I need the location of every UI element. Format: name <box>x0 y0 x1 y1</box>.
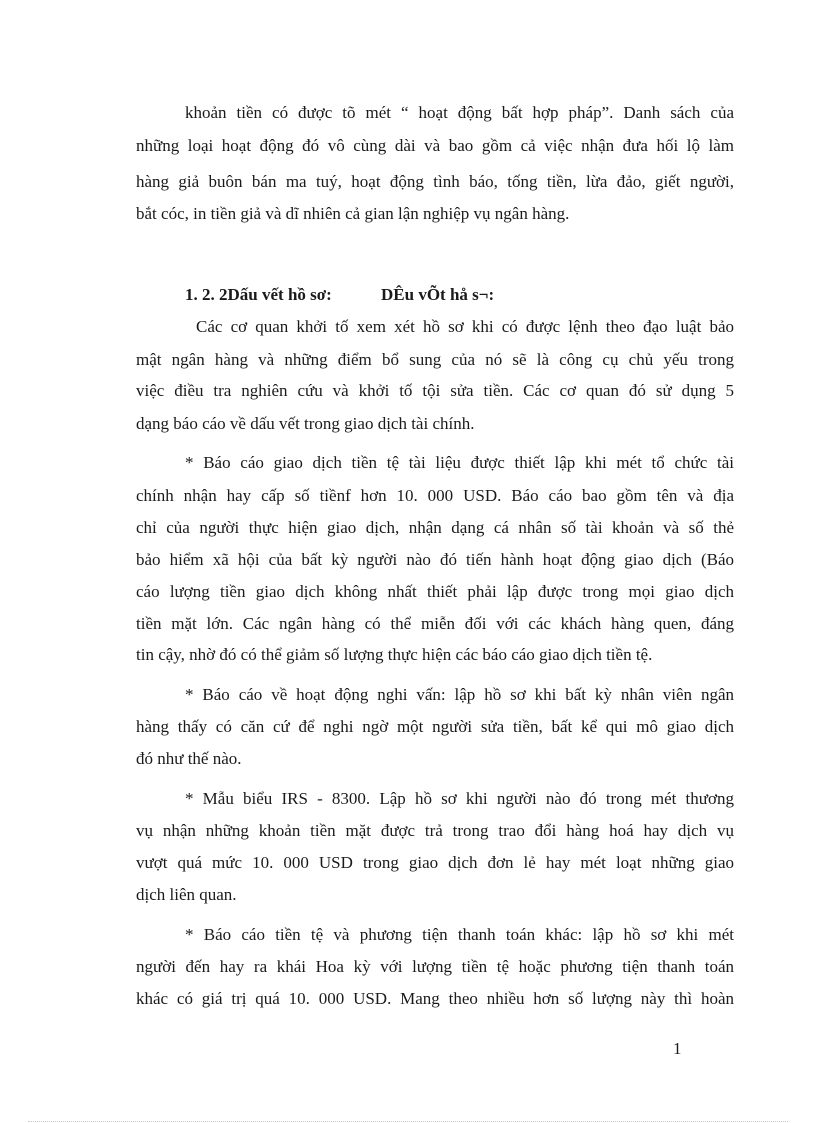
text-line: Các cơ quan khởi tố xem xét hồ sơ khi có được lệnh theo đạo luật bảo <box>196 317 734 336</box>
text-line: bảo hiểm xã hội của bất kỳ người nào đó tiến hành hoạt động giao dịch (Báo <box>136 550 734 569</box>
text-line: mật ngân hàng và những điểm bổ sung của nó sẽ là công cụ chủ yếu trong <box>136 350 734 369</box>
text-line: người đến hay ra khái Hoa kỳ với lượng tiền tệ hoặc phương tiện thanh toán <box>136 957 734 976</box>
text-line: những loại hoạt động đó vô cùng dài và bao gồm cả việc nhận đưa hối lộ làm <box>136 136 734 155</box>
text-line: vượt quá mức 10. 000 USD trong giao dịch đơn lẻ hay mét loạt những giao <box>136 853 734 872</box>
text-line: * Báo cáo giao dịch tiền tệ tài liệu được thiết lập khi mét tổ chức tài <box>185 453 734 472</box>
text-line: dịch liên quan. <box>136 885 237 904</box>
text-line: hàng thấy có căn cứ để nghi ngờ một người sửa tiền, bất kể qui mô giao dịch <box>136 717 734 736</box>
section-title: Dấu vết hồ sơ: <box>227 285 332 304</box>
footer-divider <box>28 1121 788 1122</box>
text-line: * Báo cáo về hoạt động nghi vấn: lập hồ sơ khi bất kỳ nhân viên ngân <box>185 685 734 704</box>
text-line: việc điều tra nghiên cứu và khởi tố tội sửa tiền. Các cơ quan đó sử dụng 5 <box>136 381 734 400</box>
text-line: tiền mặt lớn. Các ngân hàng có thể miễn đối với các khách hàng quen, đáng <box>136 614 734 633</box>
text-line: khoản tiền có được tõ mét “ hoạt động bất hợp pháp”. Danh sách của <box>185 103 734 122</box>
text-line: * Báo cáo tiền tệ và phương tiện thanh toán khác: lập hồ sơ khi mét <box>185 925 734 944</box>
text-line: * Mẫu biểu IRS - 8300. Lập hồ sơ khi người nào đó trong mét thương <box>185 789 734 808</box>
text-line: tin cậy, nhờ đó có thể giảm số lượng thực hiện các báo cáo giao dịch tiền tệ. <box>136 645 653 664</box>
section-number: 1. 2. 2 <box>185 285 228 304</box>
text-line: đó như thế nào. <box>136 749 242 768</box>
text-line: hàng giả buôn bán ma tuý, hoạt động tình báo, tống tiền, lừa đảo, giết người, <box>136 172 734 191</box>
text-line: dạng báo cáo về dấu vết trong giao dịch tài chính. <box>136 414 475 433</box>
text-line: vụ nhận những khoản tiền mặt được trả trong trao đổi hàng hoá hay dịch vụ <box>136 821 734 840</box>
text-line: bắt cóc, in tiền giả và dĩ nhiên cả gian lận nghiệp vụ ngân hàng. <box>136 204 570 223</box>
section-heading <box>185 285 332 305</box>
text-line: khác có giá trị quá 10. 000 USD. Mang theo nhiều hơn số lượng này thì hoàn <box>136 989 734 1008</box>
text-line: cáo lượng tiền giao dịch không nhất thiết phải lập được trong mọi giao dịch <box>136 582 734 601</box>
page-number: 1 <box>673 1039 682 1058</box>
text-line: chính nhận hay cấp số tiềnf hơn 10. 000 USD. Báo cáo bao gồm tên và địa <box>136 486 734 505</box>
section-title-garbled: DÊu vÕt hå s¬: <box>381 285 495 304</box>
text-line: chỉ của người thực hiện giao dịch, nhận dạng cá nhân số tài khoản và số thẻ <box>136 518 734 537</box>
